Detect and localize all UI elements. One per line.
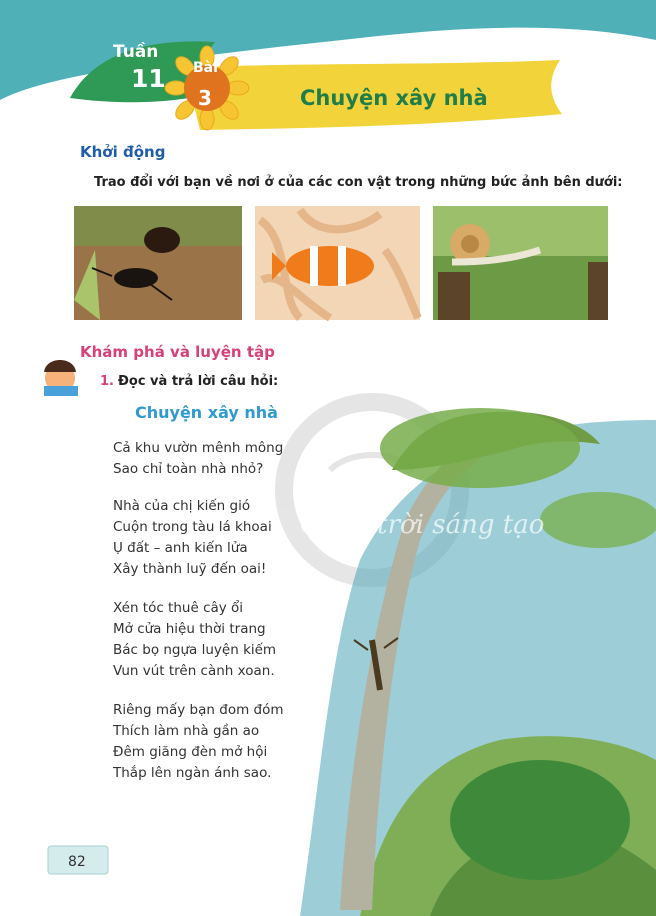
lesson-number: 3	[198, 86, 212, 110]
poem-line: Cả khu vườn mênh mông	[113, 440, 284, 456]
poem-line: Thích làm nhà gần ao	[113, 723, 260, 739]
poem-title: Chuyện xây nhà	[135, 403, 278, 422]
watermark-text: Chân trời sáng tạo	[300, 510, 545, 540]
warmup-heading: Khởi động	[80, 143, 166, 161]
poem-line: Ụ đất – anh kiến lửa	[113, 540, 248, 556]
cricket-photo	[74, 206, 242, 320]
nature-illustration	[300, 408, 656, 916]
poem-line: Xén tóc thuê cây ổi	[113, 600, 244, 616]
poem-line: Đêm giăng đèn mở hội	[113, 744, 268, 760]
poem-line: Riêng mấy bạn đom đóm	[113, 702, 284, 718]
week-label: Tuần	[113, 42, 159, 62]
poem-line: Nhà của chị kiến gió	[113, 498, 251, 514]
week-number: 11	[131, 64, 166, 93]
warmup-instruction: Trao đổi với bạn về nơi ở của các con vật trong những bức ảnh bên dưới:	[94, 175, 623, 190]
task-text: Đọc và trả lời câu hỏi:	[118, 374, 279, 389]
poem-line: Mở cửa hiệu thời trang	[113, 621, 266, 637]
poem-line: Sao chỉ toàn nhà nhỏ?	[113, 461, 264, 477]
poem-line: Bác bọ ngựa luyện kiếm	[113, 642, 277, 658]
poem-line: Xây thành luỹ đến oai!	[113, 561, 267, 577]
page-title: Chuyện xây nhà	[300, 86, 488, 110]
snail-photo	[433, 206, 608, 320]
poem-line: Vun vút trên cành xoan.	[113, 663, 275, 679]
poem-line: Cuộn trong tàu lá khoai	[113, 519, 272, 535]
clownfish-photo	[255, 206, 420, 320]
lesson-label: Bài	[193, 60, 218, 76]
page-number: 82	[68, 854, 86, 870]
student-reading-icon	[44, 360, 78, 396]
task-number: 1.	[100, 374, 114, 389]
explore-heading: Khám phá và luyện tập	[80, 343, 275, 361]
poem-line: Thắp lên ngàn ánh sao.	[113, 765, 272, 781]
